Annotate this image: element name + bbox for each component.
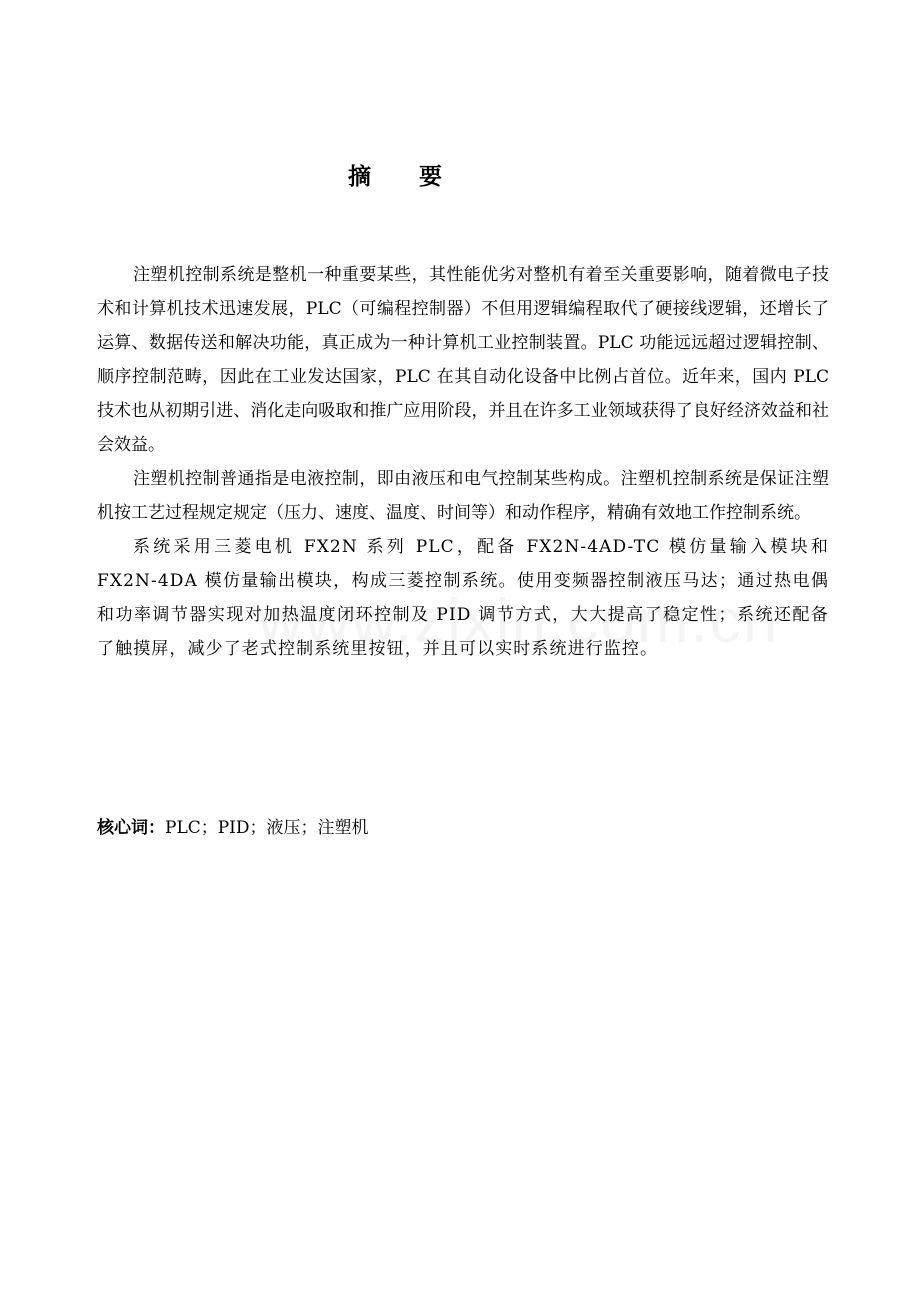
abstract-paragraph-3: 系统采用三菱电机 FX2N 系列 PLC，配备 FX2N-4AD-TC 模仿量输入模块和 FX2N-4DA 模仿量输出模块，构成三菱控制系统。使用变频器控制液压马达；通过热电偶和功率调节器实现对加热温度闭环控制及 PID 调节方式，大大提高了稳定性；系统还配备了触摸屏，减少了老式控制系统里按钮，并且可以实时系统进行监控。: [97, 537, 829, 659]
abstract-paragraph-2: 注塑机控制普通指是电液控制，即由液压和电气控制某些构成。注塑机控制系统是保证注塑机按工艺过程规定规定（压力、速度、温度、时间等）和动作程序，精确有效地工作控制系统。: [97, 469, 829, 523]
abstract-title: 摘 要: [347, 164, 462, 190]
abstract-paragraph-1: 注塑机控制系统是整机一种重要某些，其性能优劣对整机有着至关重要影响，随着微电子技术和计算机技术迅速发展，PLC（可编程控制器）不但用逻辑编程取代了硬接线逻辑，还增长了运算、数据传送和解决功能，真正成为一种计算机工业控制装置。PLC 功能远远超过逻辑控制、顺序控制范畴，因此在工业发达国家，PLC 在其自动化设备中比例占首位。近年来，国内 PLC 技术也从初期引进、消化走向吸取和推广应用阶段，并且在许多工业领域获得了良好经济效益和社会效益。: [97, 265, 829, 455]
abstract-body: [97, 258, 829, 666]
keywords-text: PLC；PID；液压；注塑机: [165, 818, 369, 838]
keywords-line: [97, 813, 369, 843]
keywords-label: 核心词：: [97, 818, 165, 838]
